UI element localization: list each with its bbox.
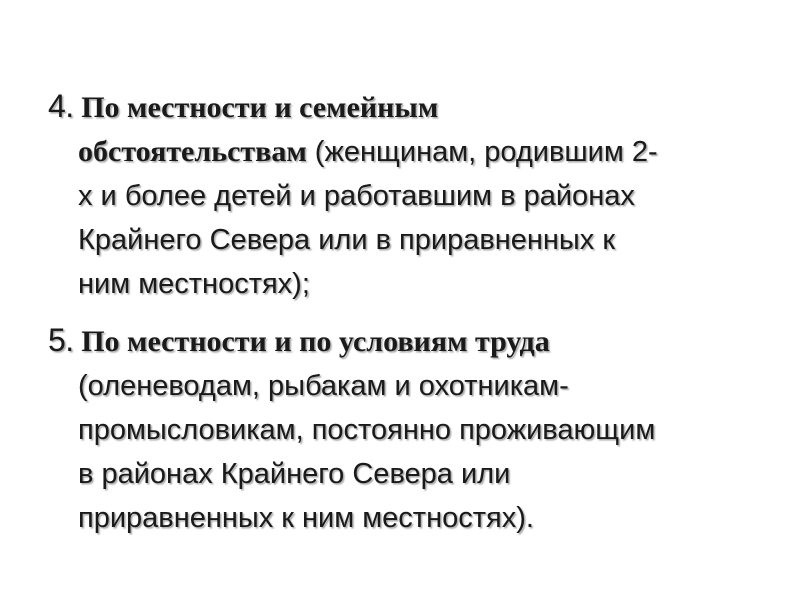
item-5-number: 5.: [48, 322, 74, 358]
item-4-line-3: [48, 174, 768, 218]
list-item-4: [48, 84, 768, 306]
item-4-number: 4.: [48, 88, 74, 124]
item-5-text-line-4: в районах Крайнего Севера или: [78, 458, 511, 490]
item-5-line-5: [48, 496, 768, 540]
item-5-heading: По местности и по условиям труда: [73, 325, 550, 358]
item-5-line-2: [48, 364, 768, 408]
item-4-line-1: [48, 84, 768, 130]
item-4-text-line-4: Крайнего Севера или в приравненных к: [78, 224, 616, 256]
item-5-line-1: [48, 318, 768, 364]
item-4-text-line-3: х и более детей и работавшим в районах: [78, 180, 635, 212]
item-5-line-4: [48, 452, 768, 496]
item-4-heading-part-1: По местности и семейным: [73, 91, 439, 124]
item-4-line-4: [48, 218, 768, 262]
item-4-line-5: [48, 262, 768, 306]
item-4-text-line-2: (женщинам, родившим 2-: [306, 136, 658, 168]
item-5-text-line-2: (оленеводам, рыбакам и охотникам-: [78, 370, 569, 402]
item-4-heading-part-2: обстоятельствам: [78, 135, 307, 168]
item-5-text-line-3: промысловикам, постоянно проживающим: [78, 414, 656, 446]
item-5-text-line-5: приравненных к ним местностях).: [78, 502, 534, 534]
list-item-5: [48, 318, 768, 540]
item-5-line-3: [48, 408, 768, 452]
item-4-text-line-5: ним местностях);: [78, 268, 310, 300]
item-4-line-2: [48, 130, 768, 174]
